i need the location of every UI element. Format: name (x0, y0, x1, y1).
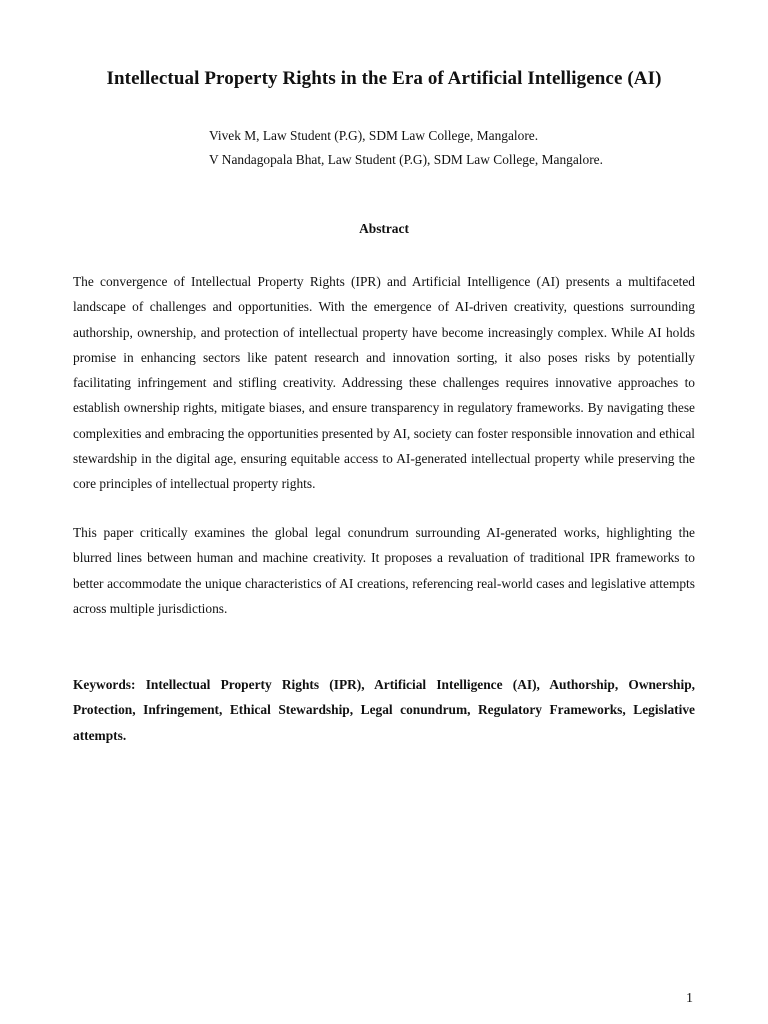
page-number: 1 (686, 991, 693, 1006)
keywords-section (73, 672, 695, 748)
abstract-paragraph-1 (73, 269, 695, 497)
author-line: V Nandagopala Bhat, Law Student (P.G), SDM Law College, Mangalore. (209, 152, 603, 167)
paper-title: Intellectual Property Rights in the Era of Artificial Intelligence (AI) (106, 68, 662, 89)
abstract-paragraph-text: This paper critically examines the global legal conundrum surrounding AI-generated works, highlighting the blurred lines between human and machine creativity. It proposes a revaluation of traditional IPR frameworks to better accommodate the unique characteristics of AI creations, referencing real-world cases and legislative attempts across multiple jurisdictions. (73, 525, 695, 616)
abstract-heading: Abstract (359, 221, 409, 236)
author-list (209, 124, 603, 172)
abstract-paragraph-2 (73, 520, 695, 621)
keywords-text: Keywords: Intellectual Property Rights (IPR), Artificial Intelligence (AI), Authorship, Ownership, Protection, Infringement, Ethical Stewardship, Legal conundrum, Regulatory Frameworks, Legislative attempts. (73, 677, 695, 743)
author-line: Vivek M, Law Student (P.G), SDM Law College, Mangalore. (209, 128, 539, 143)
abstract-paragraph-text: The convergence of Intellectual Property Rights (IPR) and Artificial Intelligence (AI) presents a multifaceted landscape of challenges and opportunities. With the emergence of AI-driven creativity, questions surrounding authorship, ownership, and protection of intellectual property have become increasingly complex. While AI holds promise in enhancing sectors like patent research and innovation sorting, it also poses risks by potentially facilitating infringement and stifling creativity. Addressing these challenges requires innovative approaches to establish ownership rights, mitigate biases, and ensure transparency in regulatory frameworks. By navigating these complexities and embracing the opportunities presented by AI, society can foster responsible innovation and ethical stewardship in the digital age, ensuring equitable access to AI-generated intellectual property while preserving the core principles of intellectual property rights. (73, 274, 695, 492)
